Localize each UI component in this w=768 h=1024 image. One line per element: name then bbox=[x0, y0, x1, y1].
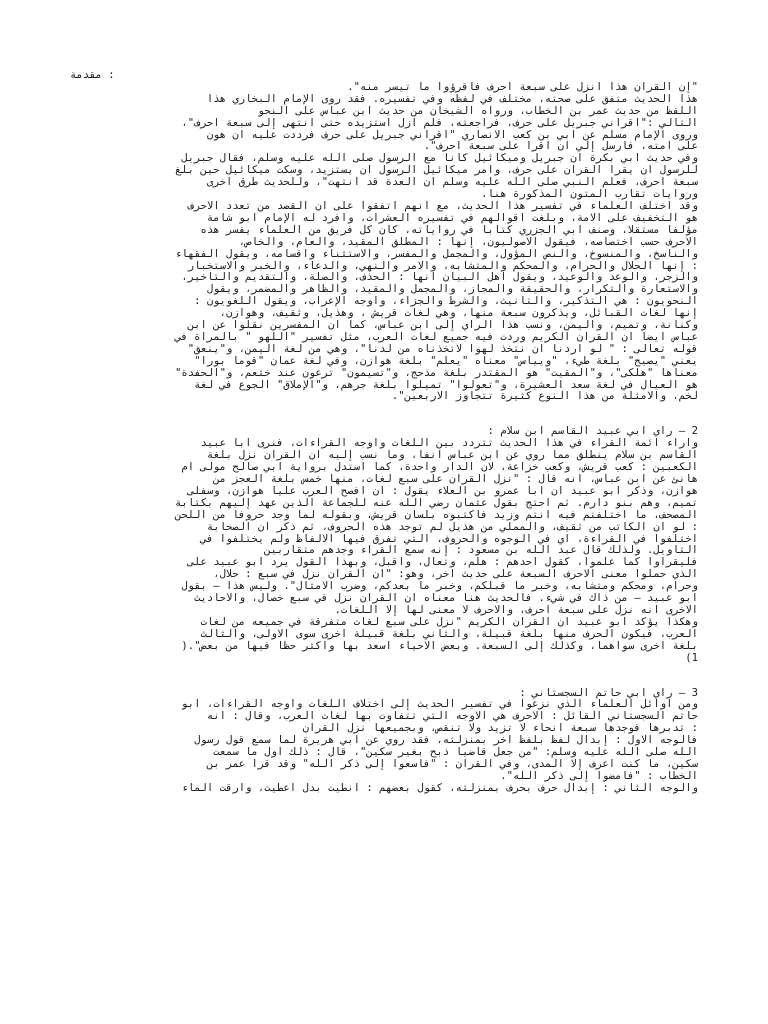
paragraph-line: وحرام، ومحكم ومتشابه، وخبر ما قبلكم، وخبر ما بعدكم، وضرب الأمثال". وليس هذا – بقول bbox=[181, 581, 698, 593]
paragraph-line: الله صلى الله عليه وسلم: "من جعل قاضيا ذبح بغير سكين"، قال : ذلك أول ما سمعت bbox=[213, 747, 698, 759]
paragraph-line: النحويون : هي التذكير، والتأنيث، والشرط والجزاء، وأوجه الإعراب، ويقول اللغويون : bbox=[194, 296, 698, 308]
paragraph-line: اختلفوا في القراءة، أي في الوجوه والحروف، التي تفرق فيها الألفاظ ولم يختلفوا في bbox=[200, 533, 698, 545]
paragraph-line: وآراء أئمة القراء في هذا الحديث تتردد بين اللغات وأوجه القراءات، فنرى أبا عبيد bbox=[200, 438, 698, 450]
paragraph-line: الأحرف حسب اختصاصه، فيقول الأصوليون، إنها : المطلق المقيد، والعام، والخاص، bbox=[238, 236, 698, 248]
paragraph-line: أبو عبيد – من ذاك في شيء. فالحديث هنا معناه أن القرآن نزل في سبع خصال، والأحاديث bbox=[194, 593, 698, 605]
intro-heading: مقدمة : bbox=[70, 70, 115, 81]
paragraph-line: فليقرأوا كما علموا، كقول أحدهم : هلم، وتعال، وأقبل، وبهذا القول يرد أبو عبيد على bbox=[187, 557, 698, 569]
paragraph-line: تميم، وهم بنو دارم. ثم احتج بقول عثمان رضي الله عنه للجماعة الذين عهد إليهم بكتابة bbox=[175, 497, 698, 509]
paragraph-line: والاستعارة والتكرار، والحقيقة والمجاز، والمجمل والمقيد، والظاهر والمضمر، ويقول bbox=[206, 284, 698, 296]
paragraph-line: وروى الإمام مسلم عن أبي بن كعب الأنصاري "أقرأني جبريل على حرف فرددت عليه أن هون bbox=[206, 129, 698, 141]
intro-section bbox=[70, 70, 698, 403]
paragraph-line: التالي :"أقرأني جبريل على حرف، فراجعته، فلم أزل أستزيده حتى انتهى إلى سبعة أحرف"، bbox=[181, 117, 698, 129]
section-abu-ubaid bbox=[70, 426, 698, 664]
paragraph-line: على أمته، فأرسل إلي أن أقرأ على سبعة أحرف". bbox=[423, 141, 698, 153]
paragraph-line: هو التخفيف على الأمة، وبلغت أقوالهم في تفسيره العشرات، وأفرد له الإمام أبو شامة bbox=[206, 212, 698, 224]
paragraph-line: وفي حديث أبي بكرة أن جبريل وميكائيل كانا مع الرسول صلى الله عليه وسلم، فقال جبريل bbox=[181, 153, 698, 165]
paragraph-line: وهكذا يؤكد أبو عبيد أن القرآن الكريم "نزل على سبع لغات متفرقة في جميعه من لغات bbox=[200, 616, 698, 628]
paragraph-line: عباس أيضا أن القرآن الكريم وردت فيه جميع لغات العرب، مثل تفسير "اللهو " بالمرأة في bbox=[175, 331, 698, 343]
section-heading: 3 – رأي أبي حاتم السجستاني : bbox=[519, 687, 698, 699]
paragraph-line: والزجر، والوعد والوعيد، ويقول أهل البيان أنها : الحذف، والصلة، والتقديم والتأخير، bbox=[181, 272, 698, 284]
paragraph-line: والوجه الثاني : إبدال حرف بحرف بمنزلته، كقول بعضهم : أنطيت بدل أعطيت، وأرقت الماء bbox=[181, 782, 698, 794]
paragraph-line: معناها "هلكى"، و"المقيت" هو المقتدر بلغة مذحج، و"تسيمون" ترعون عند خثعم، و"الحفدة" bbox=[175, 367, 698, 379]
paragraph-line: التأويل. ولذلك قال عبد الله بن مسعود : إنه سمع القراء وجدهم متقاربين bbox=[264, 545, 698, 557]
paragraph-line: : تدبرها فوجدها سبعة أنحاء لا تزيد ولا تنقص، وبجميعها نزل القرآن bbox=[302, 723, 698, 735]
paragraph-line: سبعة أحرف، فعلم النبي صلى الله عليه وسلم أن العدة قد انتهت"، وللحديث طرق أخرى bbox=[206, 177, 698, 189]
paragraph-line: مؤلفا مستقلا، وصنف أبي الجزري كتابا في رواياته، كان كل فريق من العلماء يفسر هذه bbox=[200, 224, 698, 236]
paragraph-line: الذي حملوا معنى الأحرف السبعة على حديث آخر، وهو: "أن القرآن نزل في سبع : حلال، bbox=[213, 569, 698, 581]
paragraph-line: فالوجه الأول : إبدال لفظ بلفظ آخر بمنزلته، فقد روي عن أبي هريرة لما سمع قول رسول bbox=[194, 735, 698, 747]
paragraph-line: : إنها الحلال والحرام، والمحكم والمتشابه، والأمر والنهي، والدعاء، والخبر والاستخبار bbox=[187, 260, 698, 272]
paragraph-line: إنها لغات القبائل، ويذكرون سبعة منها، وهي لغات قريش ، وهذيل، وثقيف، وهوازن، bbox=[219, 308, 698, 320]
paragraph-line: وروايات تقارب المتون المذكورة هنا. bbox=[481, 189, 698, 201]
paragraph-line: والناسخ، والمنسوخ، والنص المؤول، والمجمل والمفسر، والاستثناء وأقسامه، ويقول الفقهاء bbox=[175, 248, 698, 260]
paragraph-line: حاتم السجستاني القائل : الأحرف هي الأوجه التي تتفاوت بها لغات العرب، وقال : أنه bbox=[206, 711, 698, 723]
paragraph-line: وقد اختلف العلماء في تفسير هذا الحديث، مع أنهم اتفقوا على أن القصد من تعدد الأحرف bbox=[187, 200, 698, 212]
paragraph-line: لخم، والأمثلة من هذا النوع كثيرة تتجاوز الأربعين". bbox=[391, 391, 698, 403]
paragraph-line: للرسول أن يقرأ القرآن على حرف، وأمر ميكائيل الرسول أن يستزيد، وسكت ميكائيل حين بلغ bbox=[175, 165, 698, 177]
section-heading: 2 – رأي أبي عبيد القاسم ابن سلام : bbox=[487, 426, 698, 438]
section-spacer bbox=[70, 665, 698, 688]
paragraph-line: العرب، فيكون الحرف منها بلغة قبيلة، والثاني بلغة قبيلة أخرى سوى الأولى، والثالث bbox=[200, 628, 698, 640]
paragraph-line: هذا الحديث متفق على صحته، مختلف في لفظه وفي تفسيره. فقد روى الإمام البخاري هذا bbox=[206, 93, 698, 105]
paragraph-line: هانئ عن ابن عباس، أنه قال : "نزل القرآن على سبع لغات، منها خمس بلغة العجز من bbox=[213, 474, 698, 485]
paragraph-line: اللفظ من حديث عمر بن الخطاب، ورواه الشيخان من حديث ابن عباس على النحو bbox=[257, 105, 698, 117]
paragraph-line: الأخرى أنه نزل على سبعة أحرف، والأحرف لا معنى لها إلا اللغات. bbox=[334, 604, 698, 616]
section-abu-hatim bbox=[70, 688, 698, 795]
paragraph-line: القاسم بن سلام ينطلق مما روي عن ابن عباس آنفا، وما نسب إليه أن القرآن نزل بلغة bbox=[206, 450, 698, 462]
paragraph-line: : لو أن الكاتب من ثقيف، والمملي من هذيل لم توجد هذه الحروف، ثم ذكر أن الصحابة bbox=[206, 521, 698, 533]
paragraph-line: وكنانة، وتميم، واليمن، ونسب هذا الرأي إلى ابن عباس، كما أن المفسرين نقلوا عن ابن bbox=[187, 320, 698, 332]
section-spacer bbox=[70, 403, 698, 426]
paragraph-line: الكعبين : كعب قريش، وكعب خزاعة، لأن الدار واحدة، كما استدل برواية أبي صالح مولى أم bbox=[181, 462, 698, 474]
paragraph-line: "إن القرآن هذا أنزل على سبعة أحرف فاقرؤوا ما تيسر منه". bbox=[347, 81, 698, 93]
paragraph-line: المصحف، ما اختلفتم فيه أنتم وزيد فاكتبوه بلسان قريش، وبقوله لما وجد حروفا من اللحن bbox=[175, 509, 698, 521]
paragraph-line: بلغة أخرى سواهما، وكذلك إلى السبعة. وبعض الأحياء أسعد بها وأكثر حظا فيها من بعض".( bbox=[181, 640, 698, 652]
paragraph-line: قوله تعالى : " لو أردنا أن نتخذ لهوا لاتخذناه من لدنا"، وهي من لغة اليمن، و"ينعق" bbox=[187, 343, 698, 355]
paragraph-line: ومن أوائل العلماء الذي نزعوا في تفسير الحديث إلى اختلاف اللغات وأوجه القراءات، أبو bbox=[181, 699, 698, 711]
paragraph-line: يعني "يصيح" بلغة طيء، "وييأس" معناه "يعلم" بلغة هوازن، وفي لغة عمان "قوما بورا" bbox=[194, 355, 698, 367]
paragraph-line: 1) bbox=[685, 652, 698, 664]
paragraph-line: الخطاب : "فامضوا إلى ذكر الله". bbox=[500, 770, 698, 782]
paragraph-line: سكين، ما كنت أعرف إلا المدى، وفي القرآن : "فاسعوا إلى ذكر الله" وقد قرأ عمر بن bbox=[206, 758, 698, 770]
paragraph-line: هوازن، وذكر أبو عبيد أن أبا عمرو بن العلاء يقول : أن أفصح العرب عليا هوازن، وسفلى bbox=[187, 485, 698, 497]
document-page bbox=[70, 70, 698, 795]
paragraph-line: هو العيال في لغة سعد العشيرة، و"تعولوا" تميلوا بلغة جرهم، و"الإملاق" الجوع في لغة bbox=[194, 379, 698, 391]
